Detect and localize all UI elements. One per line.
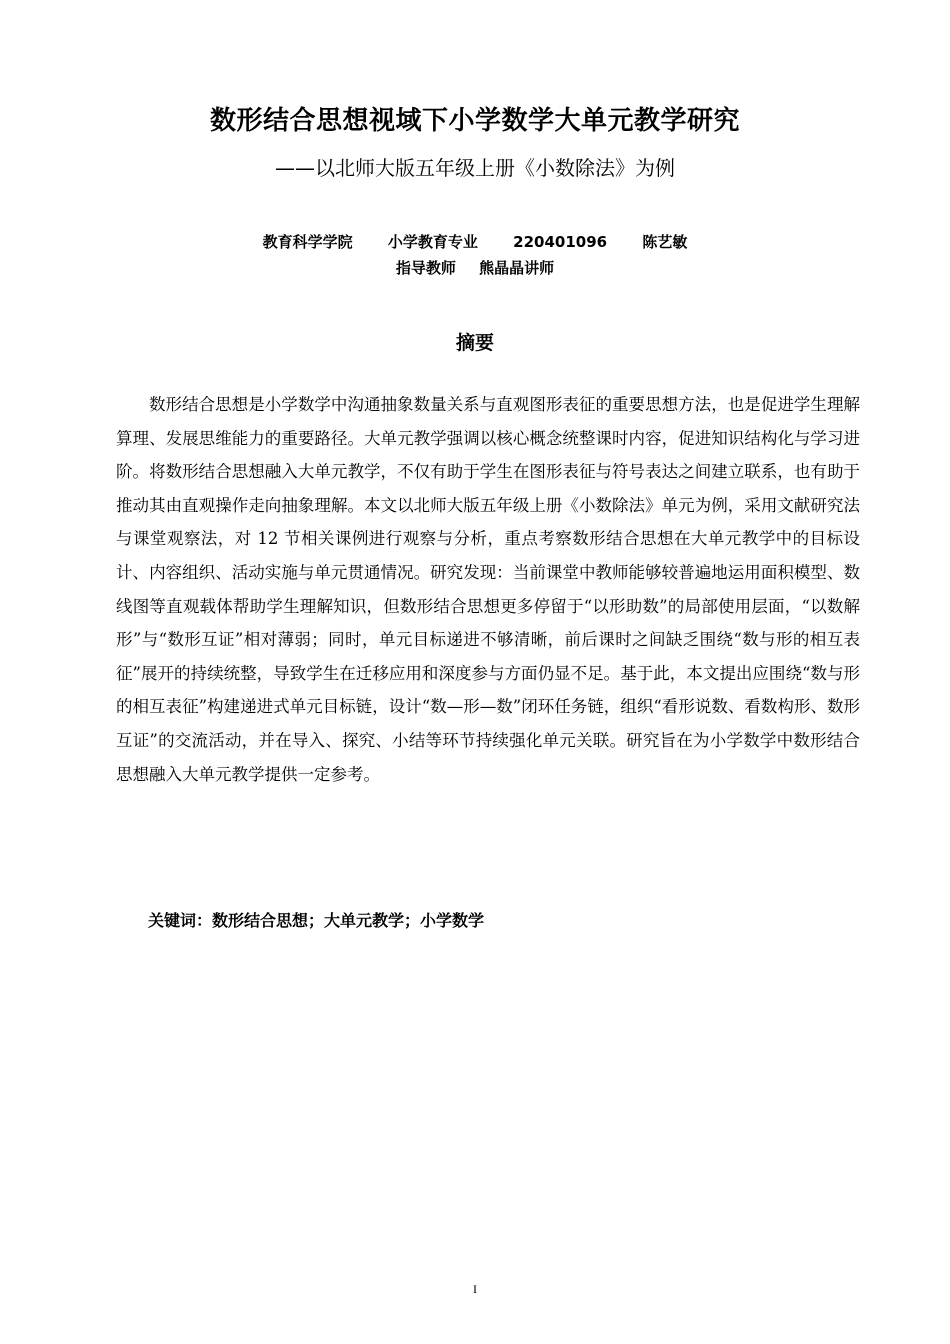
paper-subtitle: ——以北师大版五年级上册《小数除法》为例 (275, 156, 675, 180)
author-info-line (0, 231, 950, 252)
student-name: 陈艺敏 (642, 233, 688, 251)
college-name: 教育科学学院 (262, 233, 353, 251)
advisor-line (0, 257, 950, 278)
paper-title: 数形结合思想视域下小学数学大单元教学研究 (209, 106, 740, 136)
abstract-heading: 摘要 (455, 332, 494, 354)
abstract-body: 数形结合思想是小学数学中沟通抽象数量关系与直观图形表征的重要思想方法，也是促进学生理解算理、发展思维能力的重要路径。大单元教学强调以核心概念统整课时内容，促进知识结构化与学习进阶。将数形结合思想融入大单元教学，不仅有助于学生在图形表征与符号表达之间建立联系，也有助于推动其由直观操作走向抽象理解。本文以北师大版五年级上册《小数除法》单元为例，采用文献研究法与课堂观察法，对 12 节相关课例进行观察与分析，重点考察数形结合思想在大单元教学中的目标设计、内容组织、活动实施与单元贯通情况。研究发现：当前课堂中教师能够较普遍地运用面积模型、数线图等直观载体帮助学生理解知识，但数形结合思想更多停留于“以形助数”的局部使用层面，“以数解形”与“数形互证”相对薄弱；同时，单元目标递进不够清晰，前后课时之间缺乏围绕“数与形的相互表征”展开的持续统整，导致学生在迁移应用和深度参与方面仍显不足。基于此，本文提出应围绕“数与形的相互表征”构建递进式单元目标链，设计“数—形—数”闭环任务链，组织“看形说数、看数构形、数形互证”的交流活动，并在导入、探究、小结等环节持续强化单元关联。研究旨在为小学数学中数形结合思想融入大单元教学提供一定参考。 (116, 395, 860, 784)
keywords-line: 关键词：数形结合思想；大单元教学；小学数学 (148, 911, 485, 930)
major-name: 小学教育专业 (387, 233, 478, 251)
student-id: 220401096 (513, 233, 608, 251)
advisor-name: 熊晶晶讲师 (479, 259, 555, 277)
advisor-label: 指导教师 (395, 259, 456, 277)
page-number: I (473, 1282, 477, 1296)
